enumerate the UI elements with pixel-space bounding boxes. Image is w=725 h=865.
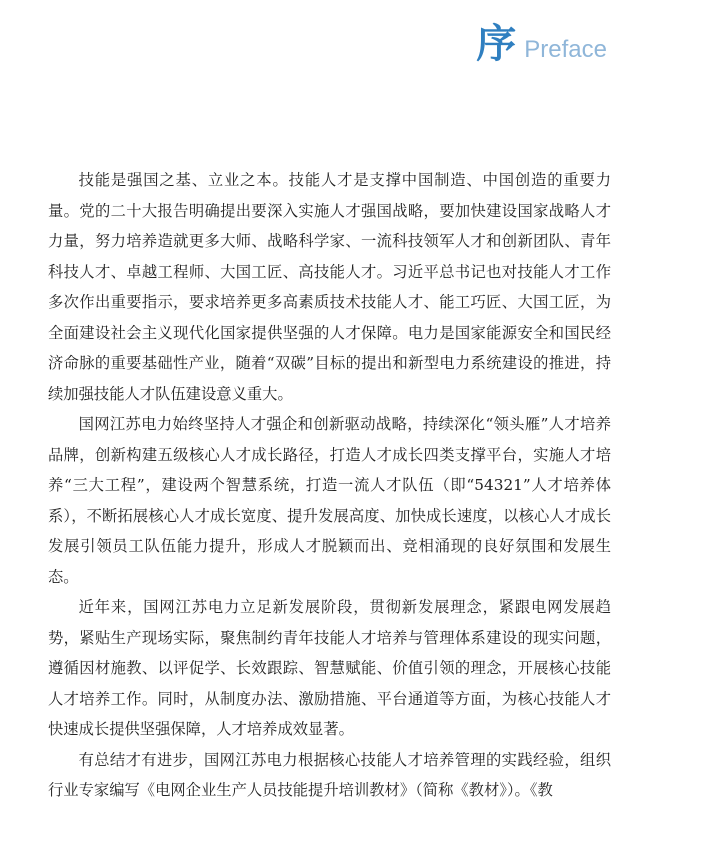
paragraph: 近年来，国网江苏电力立足新发展阶段，贯彻新发展理念，紧跟电网发展趋势，紧贴生产现场实际，聚焦制约青年技能人才培养与管理体系建设的现实问题，遵循因材施教、以评促学、长效跟踪、智慧赋能、价值引领的理念，开展核心技能人才培养工作。同时，从制度办法、激励措施、平台通道等方面，为核心技能人才快速成长提供坚强保障，人才培养成效显著。: [48, 598, 611, 738]
paragraph: 技能是强国之基、立业之本。技能人才是支撑中国制造、中国创造的重要力量。党的二十大报告明确提出要深入实施人才强国战略，要加快建设国家战略人才力量，努力培养造就更多大师、战略科学家、一流科技领军人才和创新团队、青年科技人才、卓越工程师、大国工匠、高技能人才。习近平总书记也对技能人才工作多次作出重要指示，要求培养更多高素质技术技能人才、能工巧匠、大国工匠，为全面建设社会主义现代化国家提供坚强的人才保障。电力是国家能源安全和国民经济命脉的重要基础性产业，随着“双碳”目标的提出和新型电力系统建设的推进，持续加强技能人才队伍建设意义重大。: [48, 171, 611, 403]
preface-body: [48, 165, 611, 806]
page-header: [476, 21, 607, 67]
paragraph: 有总结才有进步，国网江苏电力根据核心技能人才培养管理的实践经验，组织行业专家编写《电网企业生产人员技能提升培训教材》（简称《教材》）。《教: [48, 750, 611, 799]
preface-title-chinese: 序: [476, 21, 517, 67]
paragraph: 国网江苏电力始终坚持人才强企和创新驱动战略，持续深化“领头雁”人才培养品牌，创新构建五级核心人才成长路径，打造人才成长四类支撑平台，实施人才培养“三大工程”，建设两个智慧系统，打造一流人才队伍（即“54321”人才培养体系），不断拓展核心人才成长宽度、提升发展高度、加快成长速度，以核心人才成长发展引领员工队伍能力提升，形成人才脱颖而出、竞相涌现的良好氛围和发展生态。: [48, 415, 611, 586]
preface-title-english: Preface: [524, 36, 607, 63]
